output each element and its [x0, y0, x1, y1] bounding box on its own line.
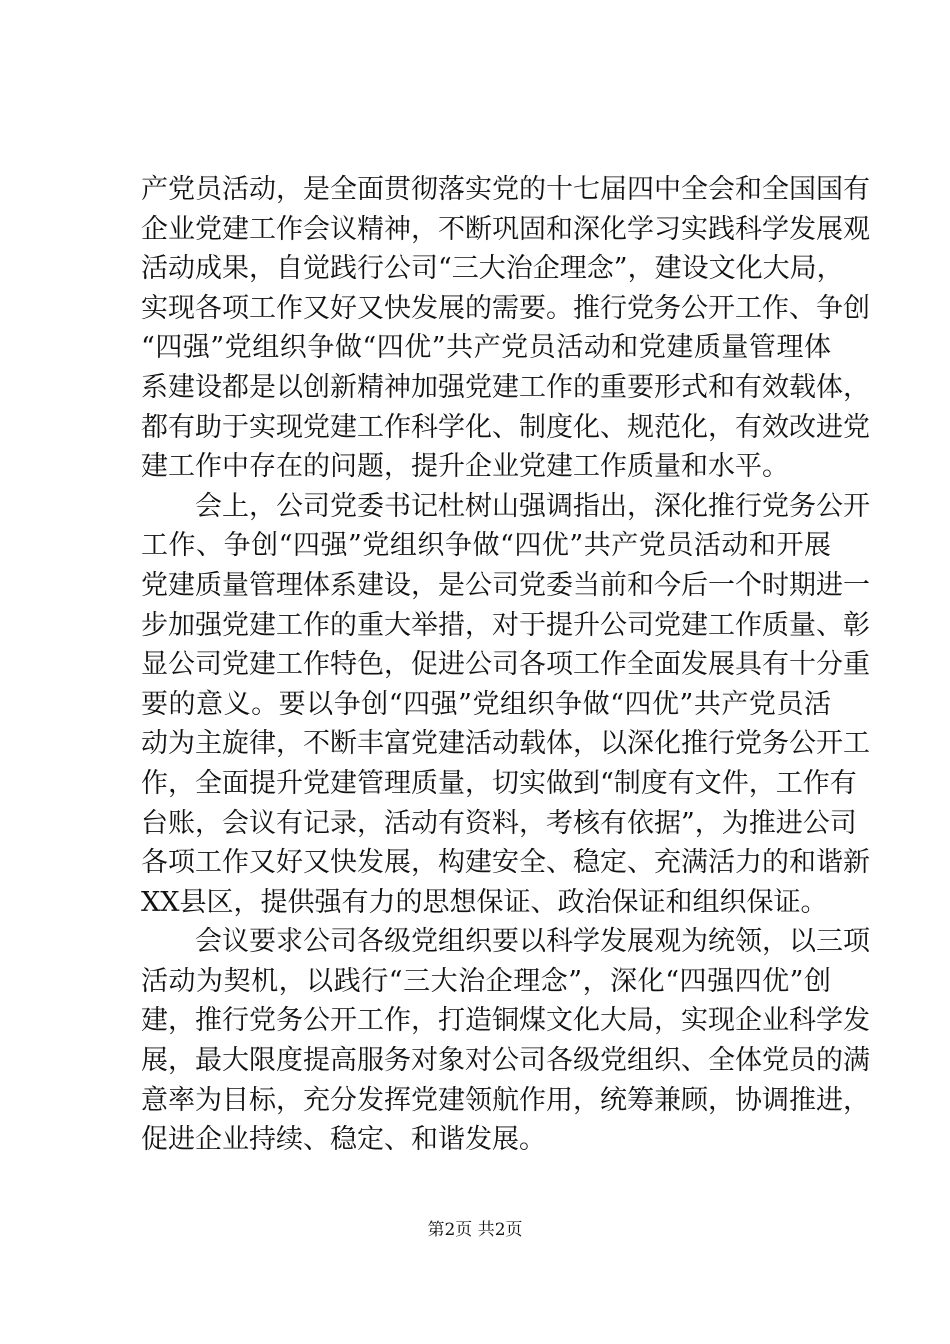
paragraph-line: 党建质量管理体系建设，是公司党委当前和今后一个时期进一 [141, 569, 870, 601]
paragraph-line: 建，推行党务公开工作，打造铜煤文化大局，实现企业科学发 [141, 1005, 870, 1037]
paragraph-line: 企业党建工作会议精神，不断巩固和深化学习实践科学发展观 [141, 213, 870, 245]
paragraph-line: 产党员活动，是全面贯彻落实党的十七届四中全会和全国国有 [141, 174, 870, 205]
paragraph-line: 台账，会议有记录，活动有资料，考核有依据”，为推进公司 [141, 807, 857, 839]
paragraph-line: 活动成果，自觉践行公司“三大治企理念”，建设文化大局， [141, 253, 844, 285]
paragraph-line: 步加强党建工作的重大举措，对于提升公司党建工作质量、彰 [141, 609, 870, 641]
paragraph-line: 各项工作又好又快发展，构建安全、稳定、充满活力的和谐新 [141, 847, 870, 879]
paragraph-line: 展，最大限度提高服务对象对公司各级党组织、全体党员的满 [141, 1045, 870, 1077]
paragraph-line: 动为主旋律，不断丰富党建活动载体，以深化推行党务公开工 [141, 728, 870, 760]
paragraph-line: 实现各项工作又好又快发展的需要。推行党务公开工作、争创 [141, 292, 870, 324]
paragraph-line: 会议要求公司各级党组织要以科学发展观为统领，以三项 [195, 926, 870, 958]
paragraph [141, 487, 870, 923]
paragraph-line: 作，全面提升党建管理质量，切实做到“制度有文件，工作有 [141, 767, 857, 799]
paragraph-line: 活动为契机，以践行“三大治企理念”，深化“四强四优”创 [141, 965, 831, 997]
paragraph-line: 系建设都是以创新精神加强党建工作的重要形式和有效载体， [141, 371, 870, 403]
paragraph [141, 170, 870, 487]
paragraph-line: 建工作中存在的问题，提升企业党建工作质量和水平。 [141, 451, 789, 483]
paragraph-line: 会上，公司党委书记杜树山强调指出，深化推行党务公开 [195, 490, 870, 522]
paragraph [141, 922, 870, 1160]
paragraph-line: “四强”党组织争做“四优”共产党员活动和党建质量管理体 [141, 332, 831, 364]
paragraph-line: 都有助于实现党建工作科学化、制度化、规范化，有效改进党 [141, 411, 870, 443]
document-body [141, 170, 870, 1160]
page-footer: 第2页 共2页 [427, 1220, 523, 1240]
paragraph-line: 意率为目标，充分发挥党建领航作用，统筹兼顾，协调推进， [141, 1084, 870, 1116]
paragraph-line: 要的意义。要以争创“四强”党组织争做“四优”共产党员活 [141, 688, 831, 720]
paragraph-line: XX县区，提供强有力的思想保证、政治保证和组织保证。 [141, 886, 828, 918]
paragraph-line: 促进企业持续、稳定、和谐发展。 [141, 1124, 546, 1156]
paragraph-line: 显公司党建工作特色，促进公司各项工作全面发展具有十分重 [141, 649, 870, 681]
paragraph-line: 工作、争创“四强”党组织争做“四优”共产党员活动和开展 [141, 530, 831, 562]
